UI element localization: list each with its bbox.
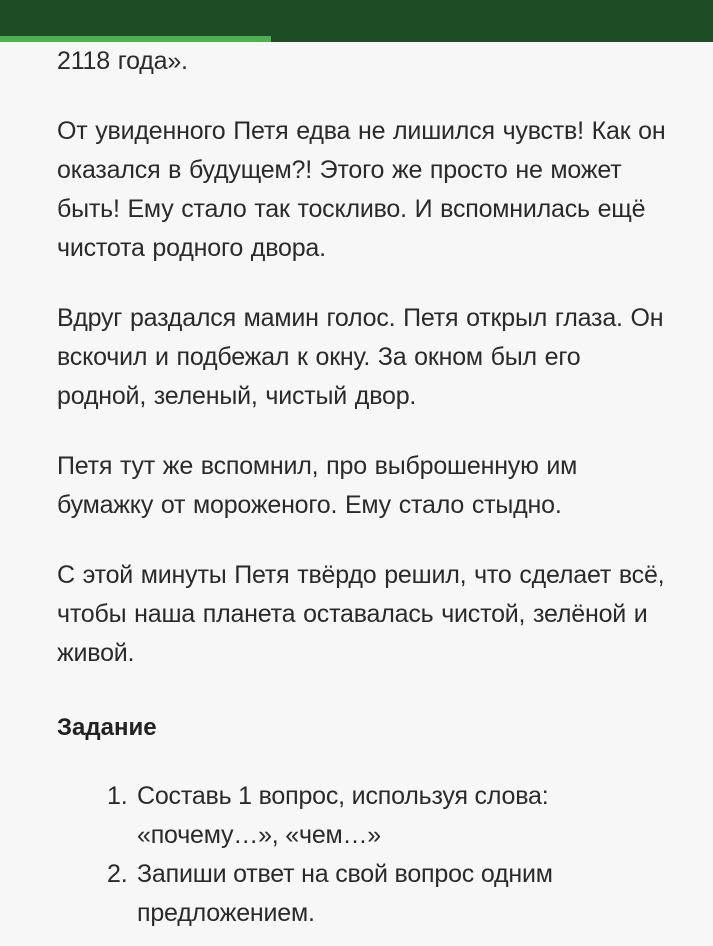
task-heading: Задание [57,714,157,741]
task-item [57,777,677,855]
task-list [57,777,677,933]
task-number: 1. [107,782,128,810]
task-number: 2. [107,860,128,888]
top-bar [0,0,713,42]
article-paragraph: 2118 года». [57,47,188,75]
article-paragraph: Вдруг раздался мамин голос. Петя открыл глаза. Он вскочил и подбежал к окну. За окном был его родной, зеленый, чистый двор. [57,304,664,410]
article-content [57,42,677,933]
article-paragraph: Петя тут же вспомнил, про выброшенную им бумажку от мороженого. Ему стало стыдно. [57,452,578,519]
article-paragraph: От увиденного Петя едва не лишился чувств! Как он оказался в будущем?! Этого же просто не может быть! Ему стало так тоскливо. И вспомнилась ещё чистота родного двора. [57,117,666,262]
article-paragraph: С этой минуты Петя твёрдо решил, что сделает всё, чтобы наша планета оставалась чистой, зелёной и живой. [57,561,665,667]
task-text: Запиши ответ на свой вопрос одним предложением. [137,860,553,927]
task-item [57,855,677,933]
task-text: Составь 1 вопрос, используя слова: «почему…», «чем…» [137,782,549,849]
